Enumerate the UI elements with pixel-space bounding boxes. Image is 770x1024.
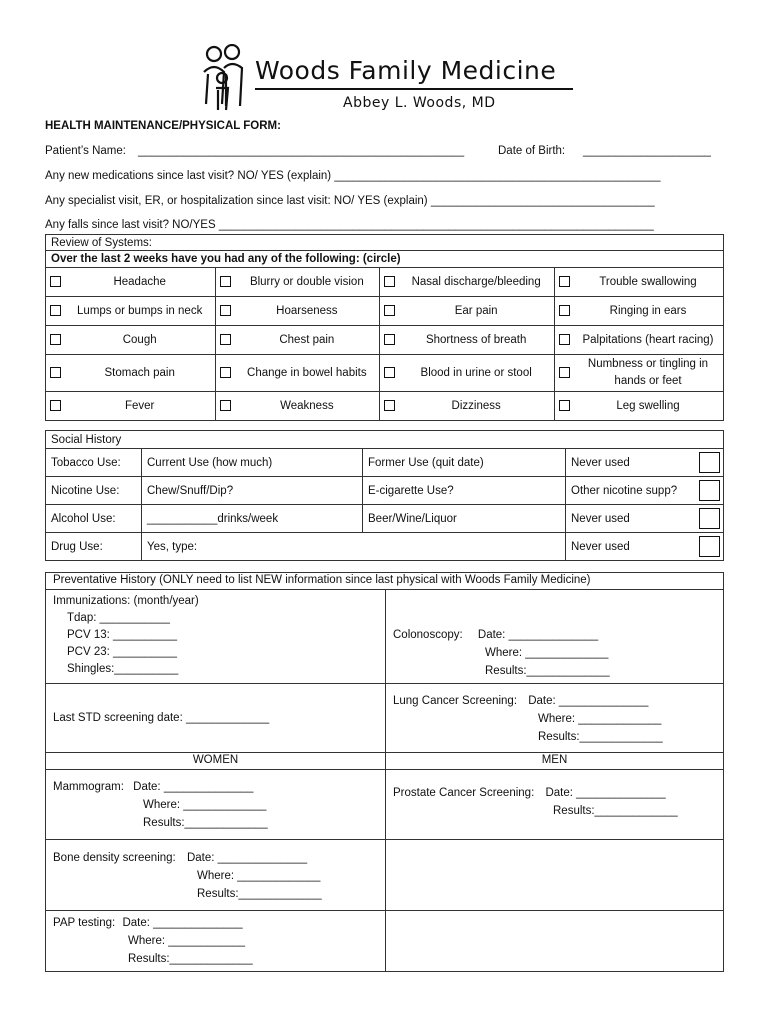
bone-date-field[interactable]: Date: ______________ xyxy=(186,852,308,864)
social-label: Alcohol Use: xyxy=(46,505,142,533)
symptom-label: Headache xyxy=(64,268,216,297)
prostate-date-field[interactable]: Date: ______________ xyxy=(545,787,666,799)
checkbox[interactable] xyxy=(384,367,395,378)
checkbox[interactable] xyxy=(384,276,395,287)
header-rule xyxy=(255,88,573,90)
mammogram-label: Mammogram: xyxy=(53,781,124,793)
social-title: Social History xyxy=(46,431,724,449)
symptom-label: Nasal discharge/bleeding xyxy=(398,268,554,297)
symptom-label: Shortness of breath xyxy=(398,326,554,355)
checkbox[interactable] xyxy=(559,334,570,345)
symptom-label: Dizziness xyxy=(398,392,554,421)
social-option[interactable]: ___________drinks/week xyxy=(142,505,363,533)
social-option[interactable]: Never used xyxy=(566,449,692,477)
prostate-results-field[interactable]: Results:_____________ xyxy=(553,805,678,817)
symptom-label: Weakness xyxy=(234,392,379,421)
symptom-label: Lumps or bumps in neck xyxy=(64,297,216,326)
social-row xyxy=(46,449,724,477)
symptom-label: Trouble swallowing xyxy=(573,268,724,297)
social-label: Tobacco Use: xyxy=(46,449,142,477)
symptom-label: Blood in urine or stool xyxy=(398,355,554,392)
social-option[interactable]: Current Use (how much) xyxy=(142,449,363,477)
checkbox[interactable] xyxy=(50,305,61,316)
colonoscopy-where-field[interactable]: Where: _____________ xyxy=(485,647,609,659)
checkbox[interactable] xyxy=(220,276,231,287)
pap-date-field[interactable]: Date: ______________ xyxy=(122,917,243,929)
review-of-systems-table xyxy=(45,234,724,421)
pap-label: PAP testing: xyxy=(53,917,116,929)
social-row xyxy=(46,533,724,561)
social-option[interactable]: Beer/Wine/Liquor xyxy=(363,505,566,533)
symptom-label: Ringing in ears xyxy=(573,297,724,326)
symptom-label: Stomach pain xyxy=(64,355,216,392)
social-option[interactable]: Yes, type: xyxy=(142,533,566,561)
social-option[interactable]: Former Use (quit date) xyxy=(363,449,566,477)
social-history-table xyxy=(45,430,724,561)
patient-name-label: Patient’s Name: xyxy=(45,145,126,157)
preventative-history-table xyxy=(45,572,724,972)
checkbox[interactable] xyxy=(559,367,570,378)
ros-row xyxy=(46,297,724,326)
doctor-name: Abbey L. Woods, MD xyxy=(343,95,496,111)
symptom-label: Ear pain xyxy=(398,297,554,326)
checkbox[interactable] xyxy=(220,305,231,316)
bone-density-label: Bone density screening: xyxy=(53,852,176,864)
social-option[interactable]: Never used xyxy=(566,533,692,561)
symptom-label: Blurry or double vision xyxy=(234,268,379,297)
pap-results-field[interactable]: Results:_____________ xyxy=(128,953,253,965)
checkbox[interactable] xyxy=(50,276,61,287)
std-screening-field[interactable]: Last STD screening date: _____________ xyxy=(46,684,386,753)
tdap-field[interactable]: Tdap: ___________ xyxy=(67,612,170,624)
checkbox[interactable] xyxy=(699,508,720,529)
lung-where-field[interactable]: Where: _____________ xyxy=(538,713,662,725)
immunizations-label: Immunizations: (month/year) xyxy=(53,595,199,607)
checkbox[interactable] xyxy=(559,276,570,287)
mammogram-results-field[interactable]: Results:_____________ xyxy=(143,817,268,829)
symptom-label: Chest pain xyxy=(234,326,379,355)
checkbox[interactable] xyxy=(699,480,720,501)
checkbox[interactable] xyxy=(699,452,720,473)
checkbox[interactable] xyxy=(384,305,395,316)
ros-row xyxy=(46,326,724,355)
social-row xyxy=(46,505,724,533)
patient-name-field[interactable]: ___________________________________________________ xyxy=(138,145,465,157)
ros-title: Review of Systems: xyxy=(46,235,724,251)
pcv23-field[interactable]: PCV 23: __________ xyxy=(67,646,177,658)
ros-row xyxy=(46,268,724,297)
checkbox[interactable] xyxy=(220,334,231,345)
ros-row xyxy=(46,392,724,421)
prostate-screening-label: Prostate Cancer Screening: xyxy=(393,787,535,799)
checkbox[interactable] xyxy=(699,536,720,557)
pcv13-field[interactable]: PCV 13: __________ xyxy=(67,629,177,641)
colonoscopy-date-field[interactable]: Date: ______________ xyxy=(477,629,599,641)
checkbox[interactable] xyxy=(50,334,61,345)
shingles-field[interactable]: Shingles:__________ xyxy=(67,663,179,675)
checkbox[interactable] xyxy=(50,400,61,411)
symptom-label: Leg swelling xyxy=(573,392,724,421)
social-option[interactable]: E-cigarette Use? xyxy=(363,477,566,505)
brand-name: Woods Family Medicine xyxy=(255,56,557,85)
lung-results-field[interactable]: Results:_____________ xyxy=(538,731,663,743)
ros-subtitle: Over the last 2 weeks have you had any of the following: (circle) xyxy=(46,251,724,268)
preventative-title: Preventative History (ONLY need to list NEW information since last physical with Woods Family Medicine) xyxy=(46,573,724,590)
social-option[interactable]: Other nicotine supp? xyxy=(566,477,692,505)
colonoscopy-results-field[interactable]: Results:_____________ xyxy=(485,665,610,677)
bone-results-field[interactable]: Results:_____________ xyxy=(197,888,322,900)
pap-where-field[interactable]: Where: ____________ xyxy=(128,935,246,947)
social-option[interactable]: Never used xyxy=(566,505,692,533)
checkbox[interactable] xyxy=(384,334,395,345)
dob-label: Date of Birth: xyxy=(498,145,566,157)
checkbox[interactable] xyxy=(220,367,231,378)
symptom-label: Fever xyxy=(64,392,216,421)
checkbox[interactable] xyxy=(559,305,570,316)
ros-row xyxy=(46,355,724,392)
social-label: Nicotine Use: xyxy=(46,477,142,505)
checkbox[interactable] xyxy=(559,400,570,411)
checkbox[interactable] xyxy=(384,400,395,411)
symptom-label: Cough xyxy=(64,326,216,355)
symptom-label: Hoarseness xyxy=(234,297,379,326)
symptom-label: Numbness or tingling in hands or feet xyxy=(573,355,724,392)
mammogram-where-field[interactable]: Where: _____________ xyxy=(143,799,267,811)
women-header: WOMEN xyxy=(46,753,386,770)
dob-field[interactable]: ____________________ xyxy=(583,145,711,157)
lung-screening-label: Lung Cancer Screening: xyxy=(393,695,518,707)
colonoscopy-label: Colonoscopy: xyxy=(393,629,463,641)
form-title: HEALTH MAINTENANCE/PHYSICAL FORM: xyxy=(45,120,281,132)
bone-where-field[interactable]: Where: _____________ xyxy=(197,870,321,882)
mammogram-date-field[interactable]: Date: ______________ xyxy=(133,781,254,793)
social-option[interactable]: Chew/Snuff/Dip? xyxy=(142,477,363,505)
symptom-label: Palpitations (heart racing) xyxy=(573,326,724,355)
social-label: Drug Use: xyxy=(46,533,142,561)
checkbox[interactable] xyxy=(220,400,231,411)
men-header: MEN xyxy=(386,753,724,770)
social-row xyxy=(46,477,724,505)
symptom-label: Change in bowel habits xyxy=(234,355,379,392)
lung-date-field[interactable]: Date: ______________ xyxy=(528,695,649,707)
falls-question[interactable]: Any falls since last visit? NO/YES ____________________________________________________________________ xyxy=(45,219,654,231)
checkbox[interactable] xyxy=(50,367,61,378)
new-medications-question[interactable]: Any new medications since last visit? NO/ YES (explain) ___________________________________________________ xyxy=(45,170,661,182)
specialist-visit-question[interactable]: Any specialist visit, ER, or hospitalization since last visit: NO/ YES (explain) ___________________________________ xyxy=(45,195,655,207)
